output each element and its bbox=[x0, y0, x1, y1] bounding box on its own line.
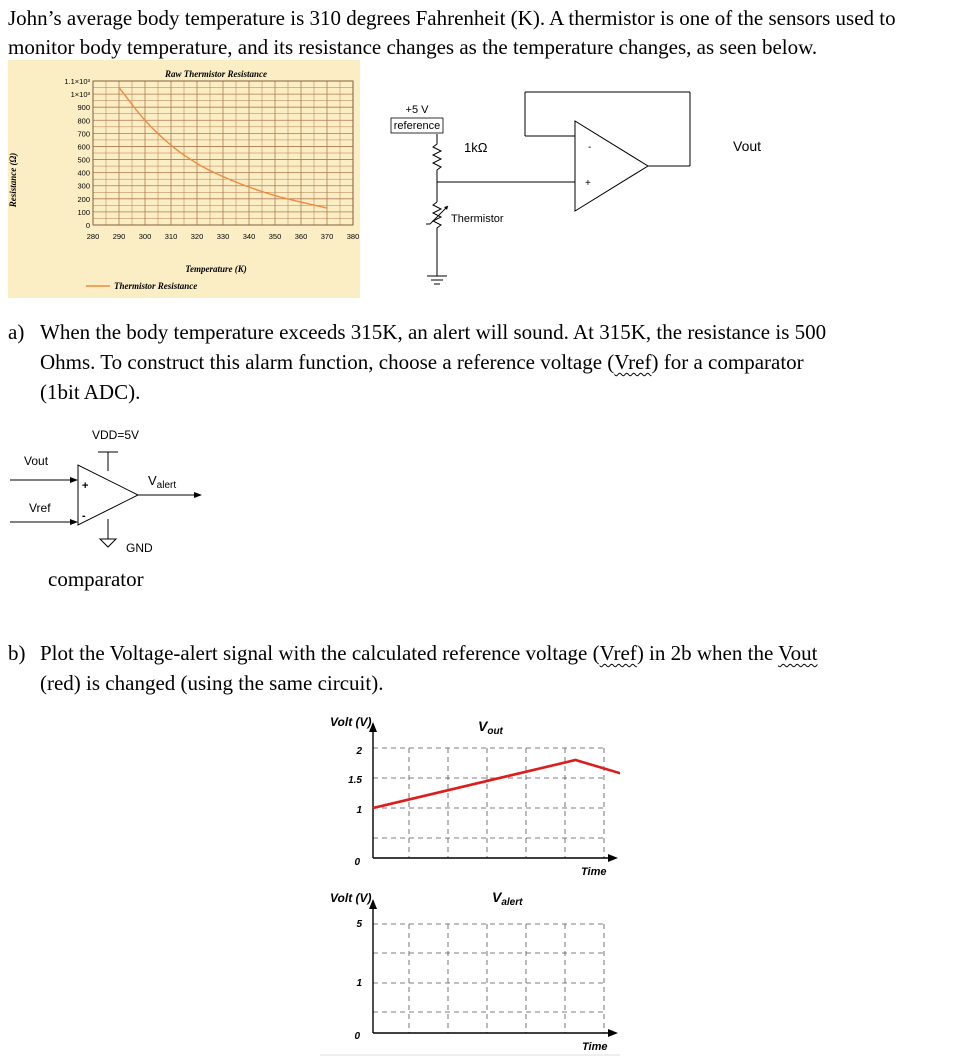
output-label: Vout bbox=[733, 138, 762, 154]
thermistor bbox=[433, 202, 441, 246]
question-b-text bbox=[40, 638, 940, 698]
buffer-opamp bbox=[575, 121, 648, 211]
vdd-label: VDD=5V bbox=[92, 428, 140, 442]
valert-ytick-5: 5 bbox=[356, 919, 362, 930]
x-tick-label: 380 bbox=[346, 232, 360, 241]
thermistor-circuit bbox=[380, 88, 780, 290]
opamp-plus: + bbox=[585, 178, 591, 189]
y-tick-label: 600 bbox=[77, 142, 90, 152]
comparator-caption: comparator bbox=[48, 567, 144, 591]
valert-grid bbox=[373, 924, 604, 1033]
y-tick-label: 500 bbox=[77, 155, 90, 165]
y-tick-label: 300 bbox=[77, 181, 90, 191]
vout-ytick-0: 0 bbox=[354, 857, 360, 868]
x-tick-label: 340 bbox=[242, 232, 256, 241]
legend-label: Thermistor Resistance bbox=[114, 281, 198, 291]
valert-plot bbox=[320, 880, 620, 1056]
resistor-1k bbox=[433, 136, 441, 182]
thermistor-label: Thermistor bbox=[451, 213, 504, 225]
question-b-line1: Plot the Voltage-alert signal with the calculated reference voltage (Vref) in 2b when the Vout bbox=[40, 641, 818, 665]
question-a-line2: Ohms. To construct this alarm function, choose a reference voltage (Vref) for a comparator bbox=[40, 350, 804, 374]
gnd-label: GND bbox=[126, 541, 153, 555]
vout-signal-line bbox=[373, 760, 620, 808]
comparator-input-vout: Vout bbox=[24, 454, 49, 468]
comparator-input-vref: Vref bbox=[29, 501, 51, 515]
comparator-ground bbox=[100, 539, 116, 547]
y-tick-label: 700 bbox=[77, 129, 90, 139]
question-a-text bbox=[40, 317, 940, 407]
x-tick-label: 370 bbox=[320, 232, 334, 241]
valert-plot-ylabel: Volt (V) bbox=[330, 891, 372, 905]
y-tick-label: 100 bbox=[77, 207, 90, 217]
ref-label-bottom: reference bbox=[393, 120, 441, 132]
ref-label-top: +5 V bbox=[405, 104, 429, 116]
x-tick-label: 280 bbox=[86, 232, 100, 241]
vout-ytick-2: 2 bbox=[356, 746, 362, 757]
y-tick-label: 0 bbox=[85, 221, 90, 230]
chart-xlabel: Temperature (K) bbox=[185, 264, 247, 274]
x-tick-label: 330 bbox=[216, 232, 230, 241]
y-tick-label: 400 bbox=[77, 168, 90, 178]
question-b-line2: (red) is changed (using the same circuit). bbox=[40, 671, 384, 695]
resistor-label: 1kΩ bbox=[464, 140, 488, 155]
chart-title: Raw Thermistor Resistance bbox=[164, 69, 268, 79]
chart-ylabel: Resistance (Ω) bbox=[8, 152, 18, 208]
question-a-label: a) bbox=[8, 320, 25, 344]
intro-text: John’s average body temperature is 310 degrees Fahrenheit (K). A thermistor is one of the sensors used to monitor body temperature, and its resistance changes as the temperature changes, as seen below. bbox=[8, 6, 896, 59]
x-tick-label: 360 bbox=[294, 232, 308, 241]
y-tick-label: 1.1×10³ bbox=[64, 77, 90, 86]
x-tick-label: 290 bbox=[112, 232, 126, 241]
vout-plot-title: $V_{out}$ bbox=[478, 718, 503, 737]
valert-xlabel: Time bbox=[582, 1041, 608, 1053]
vout-ytick-1.5: 1.5 bbox=[348, 775, 362, 786]
vout-plot-ylabel: Volt (V) bbox=[330, 715, 372, 729]
vout-plot bbox=[320, 708, 620, 878]
y-tick-label: 200 bbox=[77, 194, 90, 204]
y-tick-label: 800 bbox=[77, 116, 90, 126]
x-tick-label: 350 bbox=[268, 232, 282, 241]
vout-ytick-1: 1 bbox=[356, 805, 362, 816]
question-a-line3: (1bit ADC). bbox=[40, 380, 141, 404]
valert-ytick-0: 0 bbox=[354, 1031, 360, 1042]
y-tick-label: 900 bbox=[77, 103, 90, 113]
valert-ytick-1: 1 bbox=[356, 978, 362, 989]
question-a-line1: When the body temperature exceeds 315K, an alert will sound. At 315K, the resistance is 500 bbox=[40, 320, 827, 344]
x-tick-label: 320 bbox=[190, 232, 204, 241]
x-tick-label: 300 bbox=[138, 232, 152, 241]
vout-grid bbox=[373, 748, 604, 858]
vout-xlabel: Time bbox=[581, 866, 607, 878]
chart-grid bbox=[93, 81, 353, 225]
question-b-label: b) bbox=[8, 641, 26, 665]
valert-plot-title: $V_{alert}$ bbox=[492, 889, 523, 908]
comparator-output-label: $V_{alert}$ bbox=[148, 473, 177, 491]
comparator-plus: + bbox=[82, 480, 89, 492]
comparator-minus: - bbox=[82, 510, 86, 522]
x-tick-label: 310 bbox=[164, 232, 178, 241]
comparator-opamp bbox=[78, 465, 138, 525]
opamp-minus: - bbox=[588, 142, 592, 153]
thermistor-chart bbox=[8, 60, 360, 298]
y-tick-label: 1×10³ bbox=[70, 90, 90, 100]
